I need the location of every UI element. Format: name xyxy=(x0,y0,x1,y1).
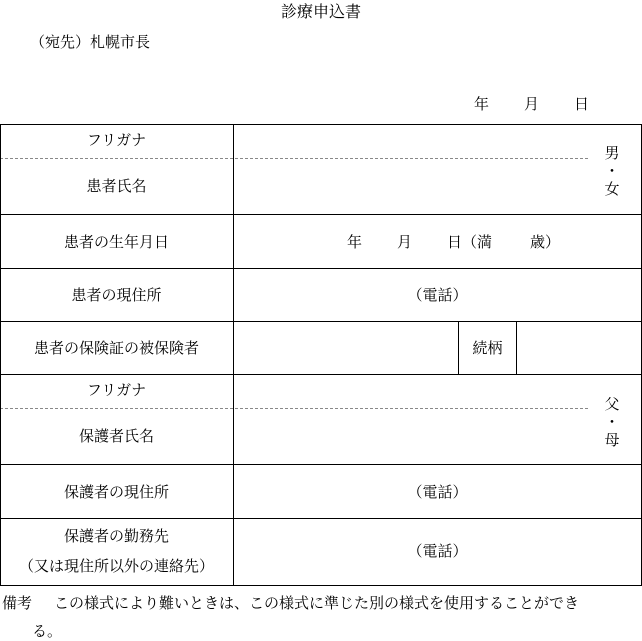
relation-field[interactable] xyxy=(518,323,639,372)
guardian-address-label: 保護者の現住所 xyxy=(63,483,169,501)
date-month-label: 月 xyxy=(524,95,540,113)
table-rule xyxy=(0,374,642,375)
birthdate-age-close: 歳） xyxy=(530,233,561,251)
table-rule xyxy=(0,585,642,586)
relation-label: 続柄 xyxy=(472,339,503,357)
guardian-name-label: 保護者氏名 xyxy=(78,427,154,445)
remarks-label: 備考 xyxy=(2,594,33,612)
patient-insured-field[interactable] xyxy=(235,323,456,372)
table-rule xyxy=(0,214,642,215)
guardian-work-label: 保護者の勤務先 xyxy=(63,527,169,545)
patient-furigana-field[interactable] xyxy=(235,126,587,157)
birthdate-month-unit: 月 xyxy=(397,233,413,251)
label-column-divider xyxy=(233,124,234,585)
parent-father-option[interactable]: 父 xyxy=(604,395,620,413)
remarks-text-line2: る。 xyxy=(32,622,63,640)
birthdate-day-age-open: 日（満 xyxy=(447,233,493,251)
patient-furigana-label: フリガナ xyxy=(86,131,147,149)
relation-divider-right xyxy=(516,321,517,374)
patient-furigana-divider xyxy=(0,158,588,159)
date-day-label: 日 xyxy=(574,95,590,113)
patient-insured-label: 患者の保険証の被保険者 xyxy=(33,339,199,357)
gender-male-option[interactable]: 男 xyxy=(604,144,620,162)
patient-name-label: 患者氏名 xyxy=(86,177,147,195)
addressee: （宛先）札幌市長 xyxy=(30,33,151,51)
guardian-phone-label: （電話） xyxy=(407,483,468,501)
birthdate-year-unit: 年 xyxy=(347,233,363,251)
patient-address-label: 患者の現住所 xyxy=(71,286,162,304)
parent-separator: ・ xyxy=(604,413,620,431)
table-rule xyxy=(0,124,642,125)
guardian-furigana-divider xyxy=(0,408,588,409)
patient-name-field[interactable] xyxy=(235,160,587,213)
table-rule xyxy=(0,464,642,465)
parent-mother-option[interactable]: 母 xyxy=(604,431,620,449)
guardian-work-alt-label: （又は現住所以外の連絡先） xyxy=(18,557,214,575)
guardian-name-field[interactable] xyxy=(235,410,587,463)
table-rule xyxy=(0,321,642,322)
guardian-work-phone-label: （電話） xyxy=(407,542,468,560)
patient-phone-label: （電話） xyxy=(407,286,468,304)
gender-separator: ・ xyxy=(604,162,620,180)
gender-female-option[interactable]: 女 xyxy=(604,180,620,198)
table-rule xyxy=(0,268,642,269)
document-title: 診療申込書 xyxy=(280,2,361,21)
guardian-furigana-label: フリガナ xyxy=(86,381,147,399)
patient-birthdate-label: 患者の生年月日 xyxy=(63,233,169,251)
remarks-text-line1: この様式により難いときは、この様式に準じた別の様式を使用することができ xyxy=(54,594,580,612)
guardian-furigana-field[interactable] xyxy=(235,376,587,407)
table-rule xyxy=(0,518,642,519)
date-year-label: 年 xyxy=(474,95,490,113)
